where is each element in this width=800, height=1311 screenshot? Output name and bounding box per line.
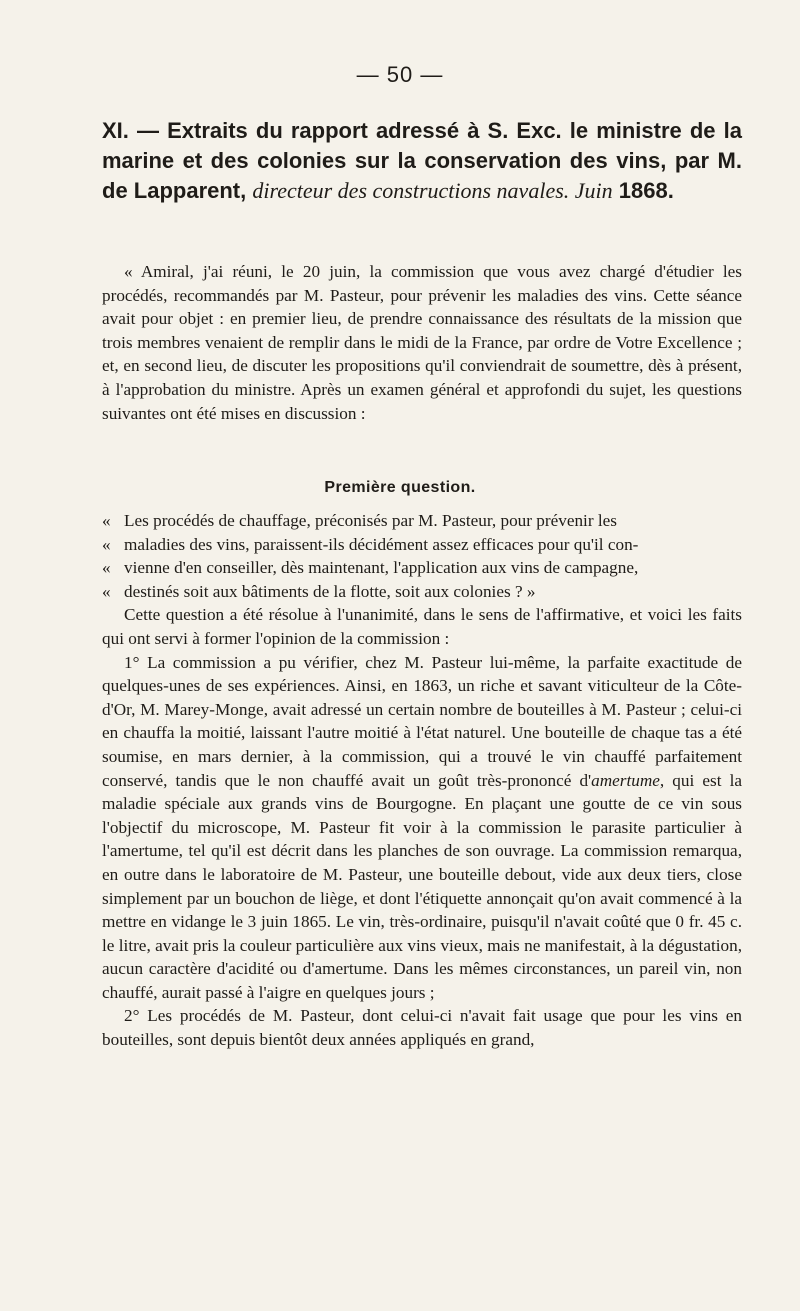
question-heading: Première question. bbox=[324, 479, 476, 496]
chapter-heading-title: XI. — Extraits du rapport adressé à S. Exc. le ministre de la marine et des colonies sur la conservation des vins, par M. de Lapparent, bbox=[102, 118, 742, 203]
point-2-paragraph: 2° Les procédés de M. Pasteur, dont celui-ci n'avait fait usage que pour les vins en bouteilles, sont depuis bientôt deux années appliqués en grand, bbox=[102, 1006, 742, 1050]
question-section bbox=[102, 509, 742, 1052]
quote-mark: « bbox=[102, 558, 111, 578]
resolution-paragraph: Cette question a été résolue à l'unanimité, dans le sens de l'affirmative, et voici les faits qui ont servi à former l'opinion de la commission : bbox=[102, 605, 742, 648]
page-number: — 50 — bbox=[356, 62, 444, 87]
chapter-heading bbox=[102, 116, 742, 206]
question-quote-line: « maladies des vins, paraissent-ils décidément assez efficaces pour qu'il con- bbox=[102, 533, 742, 557]
question-quote-line: « Les procédés de chauffage, préconisés par M. Pasteur, pour prévenir les bbox=[102, 509, 742, 533]
quote-mark: « bbox=[102, 581, 111, 601]
chapter-heading-year: 1868. bbox=[612, 178, 674, 203]
intro-paragraph: « Amiral, j'ai réuni, le 20 juin, la commission que vous avez chargé d'étudier les procédés, recommandés par M. Pasteur, pour prévenir les maladies des vins. Cette séance avait pour objet : en premier lieu, de prendre connaissance des résultats de la mission que trois membres venaient de remplir dans le midi de la France, par ordre de Votre Excellence ; et, en second lieu, de discuter les propositions qu'il conviendrait de soumettre, dès à présent, à l'approbation du ministre. Après un examen général et approfondi du sujet, les questions suivantes ont été mises en discussion : bbox=[102, 262, 742, 423]
quote-mark: « bbox=[102, 534, 111, 554]
question-quote-line: « vienne d'en conseiller, dès maintenant, l'application aux vins de campagne, bbox=[102, 556, 742, 580]
question-quote-line: « destinés soit aux bâtiments de la flotte, soit aux colonies ? » bbox=[102, 580, 742, 604]
quote-mark: « bbox=[102, 511, 111, 530]
intro-section bbox=[102, 260, 742, 425]
chapter-heading-author-role: directeur des constructions navales. Juin bbox=[252, 178, 613, 203]
point-1-paragraph: 1° La commission a pu vérifier, chez M. Pasteur lui-même, la parfaite exactitude de quelques-unes de ses expériences. Ainsi, en 1863, un riche et savant viticulteur de la Côte-d'Or, M. Marey-Monge, avait adressé un certain nombre de bouteilles à M. Pasteur ; celui-ci en chauffa la moitié, laissant l'autre moitié à l'état naturel. Une bouteille de chaque tas a été soumise, en mars dernier, à la commission, qui a trouvé le vin chauffé parfaitement conservé, tandis que le non chauffé avait un goût très-prononcé d'amertume, qui est la maladie spéciale aux grands vins de Bourgogne. En plaçant une goutte de ce vin sous l'objectif du microscope, M. Pasteur fit voir à la commission le parasite particulier à l'amertume, tel qu'il est décrit dans les planches de son ouvrage. La commission remarqua, en outre dans le laboratoire de M. Pasteur, une bouteille debout, vide aux deux tiers, close simplement par un bouchon de liège, et dont l'étiquette annonçait qu'on avait commencé à la mettre en vidange le 3 juin 1865. Le vin, très-ordinaire, puisqu'il n'avait coûté que 0 fr. 45 c. le litre, avait pris la couleur particulière aux vins vieux, mais ne manifestait, à la dégustation, aucun caractère d'acidité ou d'amertume. Dans les mêmes circonstances, un pareil vin, non chauffé, aurait passé à l'aigre en quelques jours ; bbox=[102, 652, 743, 1002]
amertume-term: amertume bbox=[591, 770, 660, 790]
